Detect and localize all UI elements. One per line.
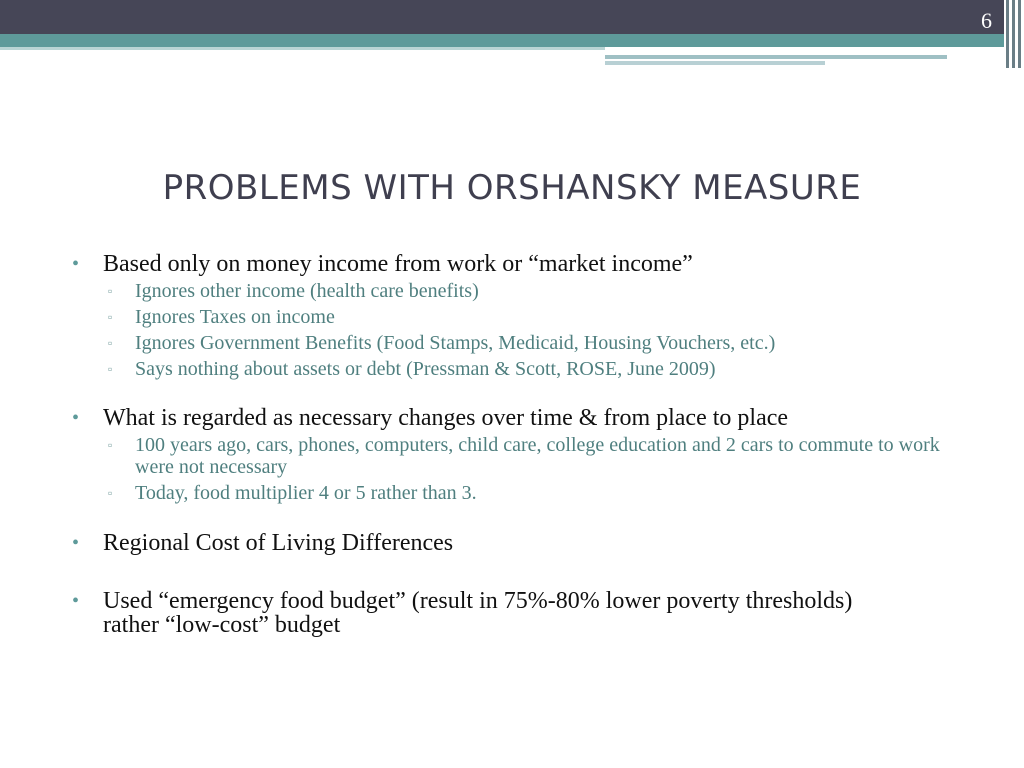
bullet-text: Regional Cost of Living Differences bbox=[103, 530, 454, 556]
slide-title: PROBLEMS WITH ORSHANSKY MEASURE bbox=[162, 168, 862, 208]
header-rail bbox=[1012, 0, 1015, 68]
bullet-text: What is regarded as necessary changes over time & from place to place bbox=[103, 405, 789, 431]
slide-content bbox=[72, 252, 972, 637]
round-bullet-icon: • bbox=[72, 407, 80, 429]
round-bullet-icon: • bbox=[72, 253, 80, 275]
header-stripe bbox=[605, 55, 947, 59]
bullet-text: Based only on money income from work or “market income” bbox=[103, 251, 693, 277]
bullet-item bbox=[72, 531, 972, 555]
header-rail bbox=[1018, 0, 1021, 68]
bullet-text: Used “emergency food budget” (result in 75%-80% lower poverty thresholds) rather “low-cost” budget bbox=[103, 588, 853, 638]
round-bullet-icon: • bbox=[72, 532, 80, 554]
sub-bullet-item bbox=[72, 280, 972, 302]
sub-bullet-text: Ignores Government Benefits (Food Stamps, Medicaid, Housing Vouchers, etc.) bbox=[135, 332, 776, 354]
square-bullet-icon: ▫ bbox=[108, 284, 113, 298]
header-stripe bbox=[605, 61, 825, 65]
header-bar bbox=[0, 0, 1024, 34]
sub-bullet-text: 100 years ago, cars, phones, computers, child care, college education and 2 cars to commute to work were not necessary bbox=[135, 434, 940, 478]
square-bullet-icon: ▫ bbox=[108, 362, 113, 376]
sub-bullet-item bbox=[72, 358, 972, 380]
sub-bullet-text: Says nothing about assets or debt (Pressman & Scott, ROSE, June 2009) bbox=[135, 358, 716, 380]
square-bullet-icon: ▫ bbox=[108, 486, 113, 500]
round-bullet-icon: • bbox=[72, 590, 80, 612]
slide-number: 6 bbox=[981, 8, 992, 33]
sub-bullet-item bbox=[72, 434, 972, 478]
sub-bullet-item bbox=[72, 332, 972, 354]
header-accent-right bbox=[605, 47, 1005, 69]
header-accent-band bbox=[0, 34, 1024, 47]
bullet-item bbox=[72, 406, 972, 430]
sub-bullet-text: Ignores Taxes on income bbox=[135, 306, 335, 328]
header-rails bbox=[1004, 0, 1024, 68]
square-bullet-icon: ▫ bbox=[108, 438, 113, 452]
sub-bullet-item bbox=[72, 306, 972, 328]
header-rail bbox=[1006, 0, 1009, 68]
square-bullet-icon: ▫ bbox=[108, 310, 113, 324]
sub-bullet-text: Today, food multiplier 4 or 5 rather than 3. bbox=[135, 482, 477, 504]
bullet-item bbox=[72, 252, 972, 276]
square-bullet-icon: ▫ bbox=[108, 336, 113, 350]
bullet-item bbox=[72, 589, 972, 637]
sub-bullet-item bbox=[72, 482, 972, 504]
header-accent-line bbox=[0, 47, 605, 50]
sub-bullet-text: Ignores other income (health care benefits) bbox=[135, 280, 479, 302]
